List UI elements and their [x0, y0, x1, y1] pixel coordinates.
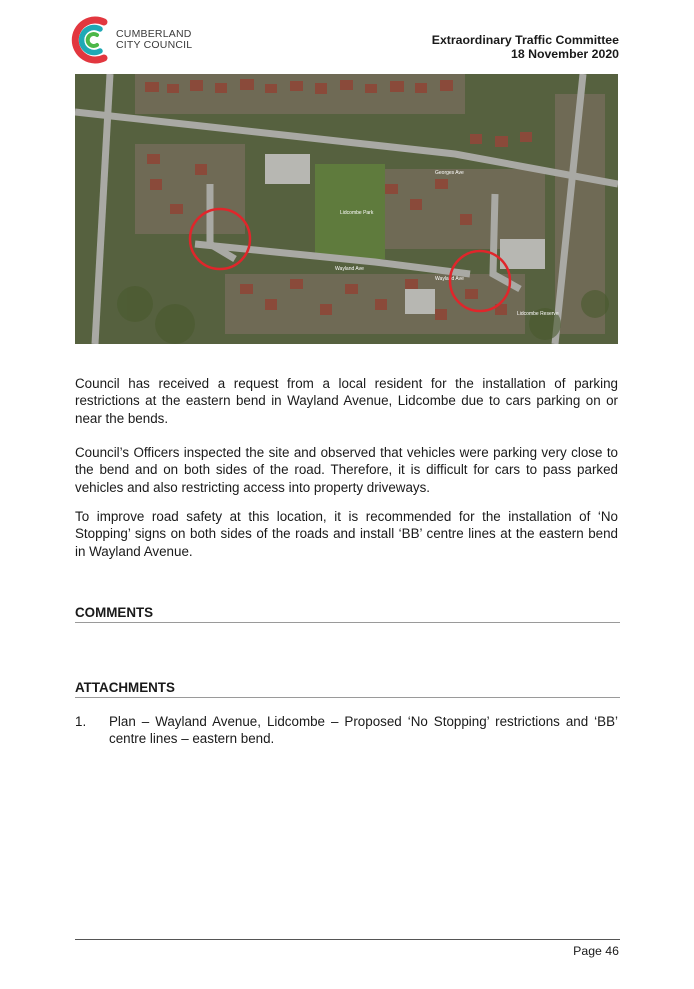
committee-title: Extraordinary Traffic Committee: [431, 33, 619, 47]
paragraph-recommendation: To improve road safety at this location, it is recommended for the installation of ‘No Stopping’ signs on both sides of the roads and install ‘BB’ centre lines at the eastern bend in Wayland Avenue.: [75, 509, 618, 559]
paragraph-request: Council has received a request from a local resident for the installation of parking restrictions at the eastern bend in Wayland Avenue, Lidcombe due to cars parking on or near the bends.: [75, 376, 618, 426]
map-label-wayland-east: Wayland Ave: [435, 276, 464, 282]
attachments-heading: ATTACHMENTS: [75, 680, 620, 698]
logo-line-1: CUMBERLAND: [116, 28, 192, 40]
cumberland-council-logo: [68, 12, 208, 68]
logo-line-2: CITY COUNCIL: [116, 39, 193, 51]
council-logo-icon: [68, 12, 116, 68]
aerial-map-image: [75, 74, 618, 344]
attachment-link[interactable]: Plan – Wayland Avenue, Lidcombe – Proposed ‘No Stopping’ restrictions and ‘BB’ centre lines – eastern bend.: [109, 714, 618, 747]
map-label-georges: Georges Ave: [435, 170, 464, 176]
document-header: [432, 33, 619, 61]
aerial-map: [75, 74, 618, 344]
attachment-number: 1.: [75, 714, 87, 729]
meeting-date: 18 November 2020: [510, 47, 619, 61]
paragraph-inspection: Council’s Officers inspected the site and observed that vehicles were parking very close to the bend and on both sides of the road. Therefore, it is difficult for cars to pass parked vehicles and also restricting access into property driveways.: [75, 445, 618, 495]
footer-divider: [75, 939, 620, 940]
map-label-reserve: Lidcombe Reserve: [517, 311, 559, 317]
comments-heading: COMMENTS: [75, 605, 620, 623]
logo-wordmark: [116, 29, 192, 51]
map-label-wayland-west: Wayland Ave: [335, 266, 364, 272]
map-label-park: Lidcombe Park: [340, 210, 374, 216]
page-number: Page 46: [573, 944, 619, 958]
